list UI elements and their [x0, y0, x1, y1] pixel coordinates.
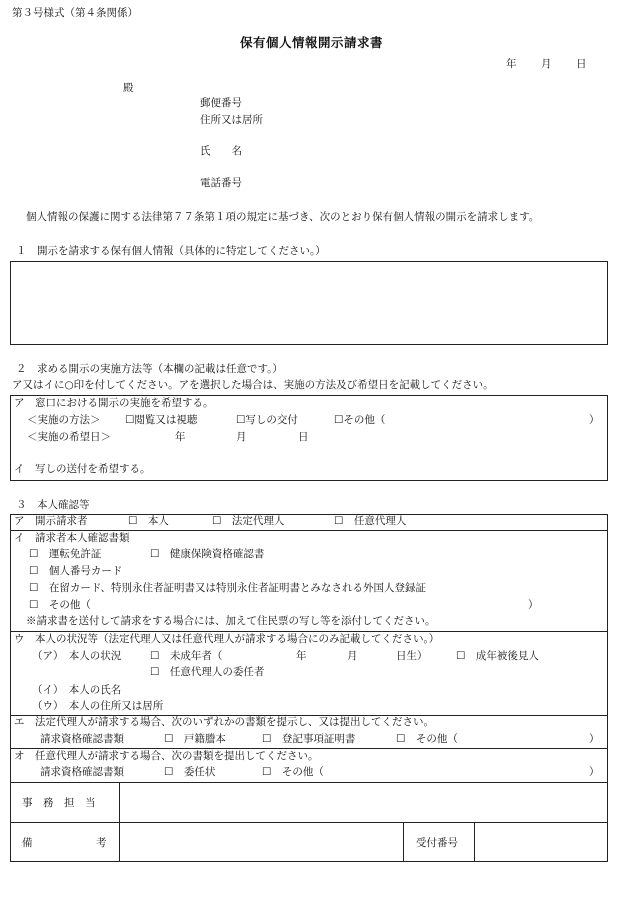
divider	[10, 748, 608, 749]
principal-status-label: （ア） 本人の状況	[32, 650, 122, 662]
voluntary-docs-label: 請求資格確認書類	[40, 766, 124, 778]
section2-instruction: ア又はイに○印を付してください。アを選択した場合は、実施の方法及び希望日を記載してください。	[12, 379, 494, 391]
receipt-number-label: 受付番号	[416, 837, 458, 849]
form-number: 第３号様式（第４条関係）	[12, 7, 138, 19]
section1-heading: １ 開示を請求する保有個人情報（具体的に特定してください。）	[16, 245, 326, 257]
principal-address-label: （ウ） 本人の住所又は居所	[32, 700, 164, 712]
license-checkbox[interactable]: ☐ 運転免許証	[29, 548, 102, 560]
adult-guardian-checkbox[interactable]: ☐ 成年被後見人	[456, 650, 539, 662]
divider	[474, 822, 475, 862]
residence-card-checkbox[interactable]: ☐ 在留カード、特別永住者証明書又は特別永住者証明書とみなされる外国人登録証	[29, 582, 426, 594]
id-docs-label: イ 請求者本人確認書類	[14, 532, 130, 544]
date-month: 月	[541, 58, 552, 70]
option-b-mail[interactable]: イ 写しの送付を希望する。	[14, 463, 151, 475]
requester-type-label: ア 開示請求者	[14, 515, 88, 527]
divider	[10, 631, 608, 632]
legal-other-close: ）	[589, 733, 600, 745]
principal-status-heading: ウ 本人の状況等（法定代理人又は任意代理人が請求する場合にのみ記載してください。）	[14, 633, 440, 645]
intro-text: 個人情報の保護に関する法律第７７条第１項の規定に基づき、次のとおり保有個人情報の開示を請求します。	[26, 211, 540, 223]
address-label: 住所又は居所	[200, 114, 263, 126]
remarks-label-1: 備	[22, 837, 33, 849]
mynumber-checkbox[interactable]: ☐ 個人番号カード	[29, 565, 123, 577]
section3-heading: ３ 本人確認等	[16, 499, 90, 511]
wish-month: 月	[236, 431, 247, 443]
date-day: 日	[576, 58, 587, 70]
staff-label: 事 務 担 当	[22, 797, 96, 809]
method-copy-checkbox[interactable]: ☐写しの交付	[236, 414, 298, 426]
wish-day: 日	[298, 431, 309, 443]
method-view-checkbox[interactable]: ☐閲覧又は視聴	[125, 414, 198, 426]
divider	[10, 822, 608, 823]
requester-self-checkbox[interactable]: ☐ 本人	[128, 515, 169, 527]
divider	[10, 782, 608, 783]
family-register-checkbox[interactable]: ☐ 戸籍謄本	[164, 733, 226, 745]
insurance-checkbox[interactable]: ☐ 健康保険資格確認書	[150, 548, 265, 560]
divider	[403, 822, 404, 862]
name-label: 氏 名	[200, 145, 242, 157]
requester-legal-checkbox[interactable]: ☐ 法定代理人	[212, 515, 285, 527]
birth-month: 月	[347, 650, 358, 662]
registry-checkbox[interactable]: ☐ 登記事項証明書	[262, 733, 356, 745]
voluntary-other-close: ）	[589, 766, 600, 778]
divider	[10, 530, 608, 531]
requester-voluntary-checkbox[interactable]: ☐ 任意代理人	[334, 515, 407, 527]
legal-other-checkbox[interactable]: ☐ その他（	[396, 733, 458, 745]
principal-name-label: （イ） 本人の氏名	[32, 684, 122, 696]
postal-code-label: 郵便番号	[200, 97, 242, 109]
page-title: 保有個人情報開示請求書	[240, 35, 384, 50]
proxy-checkbox[interactable]: ☐ 委任状	[164, 766, 216, 778]
requested-info-field[interactable]	[10, 261, 608, 345]
id-other-close: ）	[528, 599, 539, 611]
voluntary-agent-heading: オ 任意代理人が請求する場合、次の書類を提出してください。	[14, 750, 319, 762]
birth-day: 日生）	[396, 650, 428, 662]
date-wish-label: ＜実施の希望日＞	[27, 431, 111, 443]
mail-note: ※請求書を送付して請求をする場合には、加えて住民票の写し等を添付してください。	[26, 615, 436, 627]
method-other-close: ）	[589, 414, 600, 426]
method-other-checkbox[interactable]: ☐その他（	[334, 414, 386, 426]
id-other-checkbox[interactable]: ☐ その他（	[29, 599, 91, 611]
legal-agent-heading: エ 法定代理人が請求する場合、次のいずれかの書類を提示し、又は提出してください。	[14, 716, 434, 728]
divider	[119, 782, 120, 862]
wish-year: 年	[175, 431, 186, 443]
method-label: ＜実施の方法＞	[27, 414, 101, 426]
phone-label: 電話番号	[200, 177, 242, 189]
legal-docs-label: 請求資格確認書類	[40, 733, 124, 745]
minor-checkbox[interactable]: ☐ 未成年者（	[150, 650, 223, 662]
principal-checkbox[interactable]: ☐ 任意代理人の委任者	[150, 666, 265, 678]
remarks-label-2: 考	[96, 837, 107, 849]
option-a-window[interactable]: ア 窓口における開示の実施を希望する。	[14, 397, 214, 409]
voluntary-other-checkbox[interactable]: ☐ その他（	[262, 766, 324, 778]
birth-year: 年	[296, 650, 307, 662]
section2-heading: ２ 求める開示の実施方法等（本欄の記載は任意です。）	[16, 363, 283, 375]
date-year: 年	[506, 58, 517, 70]
addressee: 殿	[123, 82, 134, 94]
